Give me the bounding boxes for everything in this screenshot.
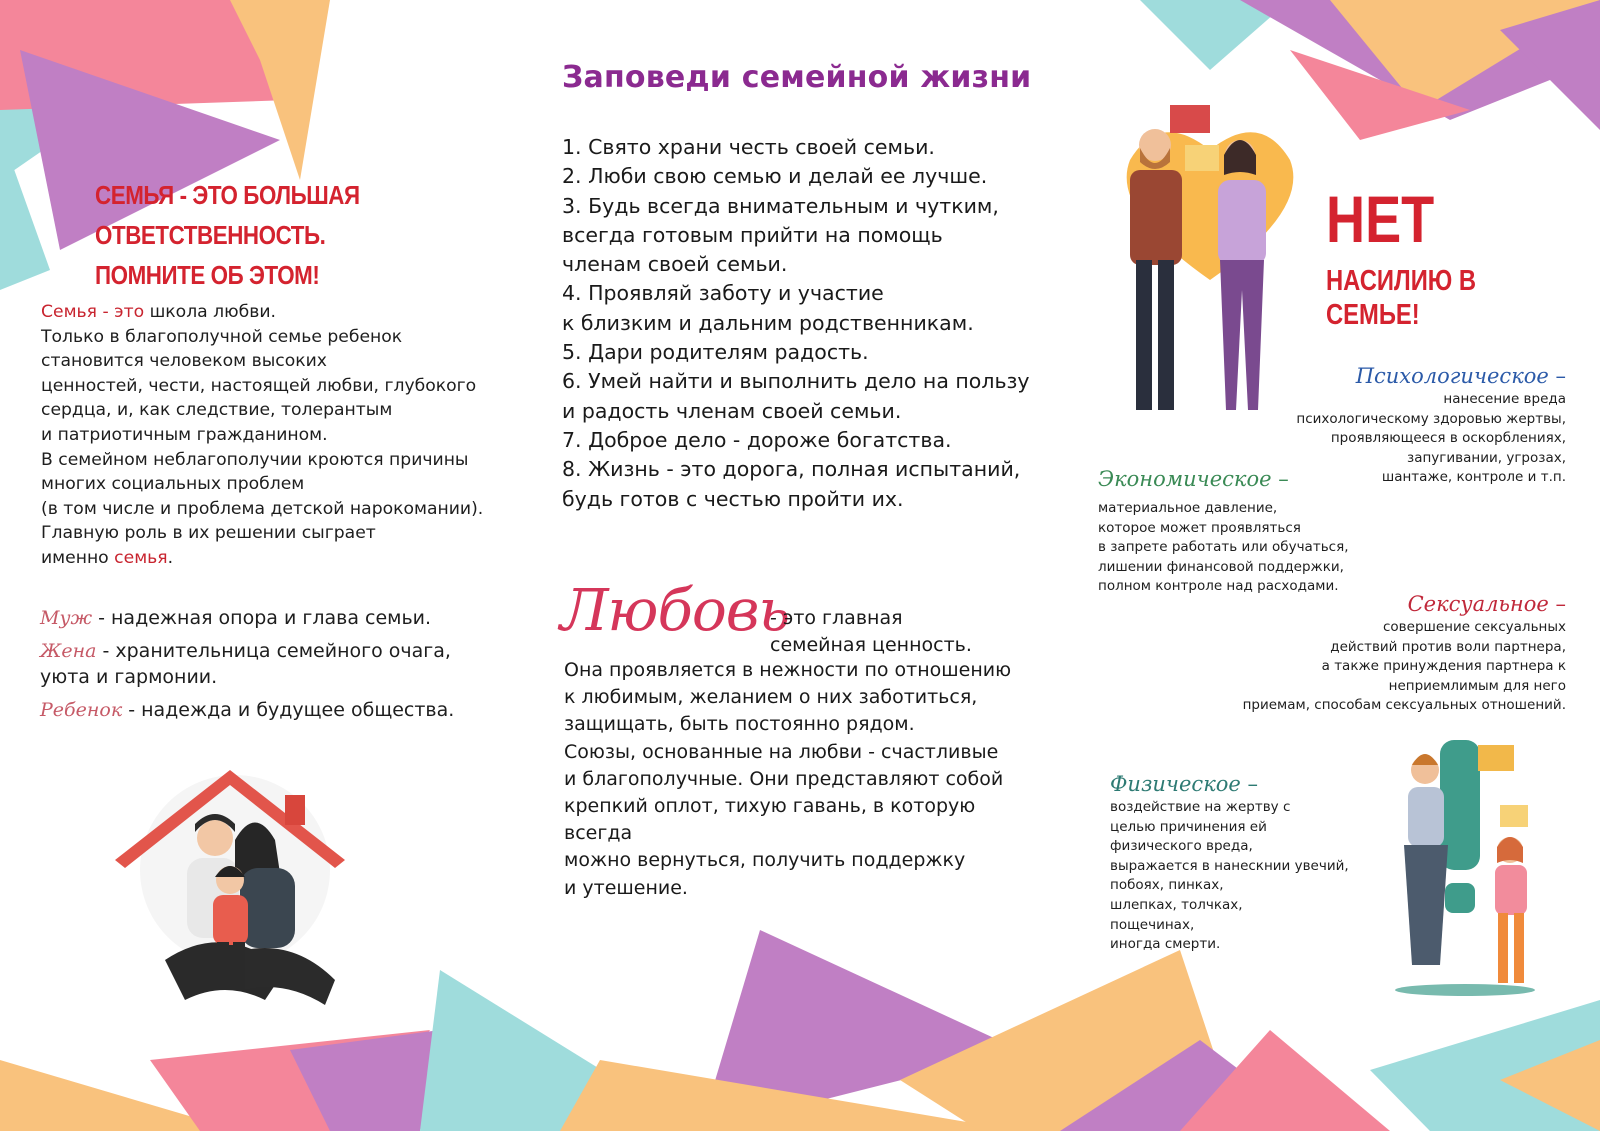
- violence-line: целью причинения ей: [1110, 818, 1267, 835]
- intro-line: сердца, и, как следствие, толерантым: [41, 400, 393, 421]
- role-name: Жена: [40, 640, 97, 662]
- intro-line: ценностей, чести, настоящей любви, глубокого: [41, 375, 477, 396]
- intro-line: В семейном неблагополучии кроются причины: [41, 449, 469, 470]
- violence-type-dash: –: [1548, 364, 1566, 388]
- commandment-line: к близким и дальним родственникам.: [562, 310, 974, 335]
- violence-line: совершение сексуальных: [1383, 619, 1566, 635]
- love-body-line: Союзы, основанные на любви - счастливые: [564, 740, 999, 763]
- role-text: уюта и гармонии.: [40, 666, 218, 688]
- intro-line: становится человеком высоких: [41, 351, 327, 372]
- violence-type-dash: –: [1240, 772, 1258, 796]
- commandment-line: 5. Дари родителям радость.: [562, 340, 869, 365]
- love-body-line: можно вернуться, получить поддержку: [564, 849, 966, 872]
- commandment-line: 6. Умей найти и выполнить дело на пользу: [562, 369, 1030, 394]
- love-body-line: Она проявляется в нежности по отношению: [564, 659, 1012, 681]
- love-lead-text: [770, 605, 1010, 659]
- violence-line: приемам, способам сексуальных отношений.: [1242, 697, 1566, 714]
- violence-line: нанесение вреда: [1443, 391, 1566, 407]
- violence-description: [1098, 499, 1358, 597]
- violence-type-title: [1290, 362, 1566, 390]
- violence-physical: [1110, 770, 1370, 955]
- love-body-line: крепкий оплот, тихую гавань, в которую всегда: [564, 795, 976, 845]
- intro-highlight: Семья - это: [41, 302, 145, 322]
- commandment-line: 2. Люби свою семью и делай ее лучше.: [562, 164, 988, 189]
- violence-line: лишении финансовой поддержки,: [1098, 558, 1344, 575]
- love-body-text: [564, 657, 1044, 902]
- violence-line: иногда смерти.: [1110, 936, 1221, 953]
- violence-line: выражается в нанескнии увечий,: [1110, 857, 1349, 874]
- violence-line: запугивании, угрозах,: [1407, 449, 1566, 466]
- intro-highlight: семья: [114, 547, 168, 568]
- commandment-line: всегда готовым прийти на помощь: [562, 222, 943, 247]
- love-body-line: и благополучные. Они представляют собой: [564, 767, 1004, 790]
- violence-description: [1240, 618, 1566, 716]
- violence-line: шантаже, контроле и т.п.: [1381, 469, 1566, 486]
- intro-line: (в том числе и проблема детской нарокомании).: [41, 498, 484, 519]
- violence-line: психологическому здоровью жертвы,: [1296, 410, 1566, 427]
- commandment-line: 8. Жизнь - это дорога, полная испытаний,: [562, 457, 1021, 482]
- violence-line: полном контроле над расходами.: [1098, 578, 1339, 595]
- intro-line: [41, 300, 511, 325]
- love-lead-line: - это главная: [770, 607, 903, 629]
- violence-line: побоях, пинках,: [1110, 877, 1224, 894]
- no-violence-subheading: НАСИЛИЮ В СЕМЬЕ!: [1326, 265, 1477, 331]
- violence-line: проявляющееся в оскорблениях,: [1330, 430, 1566, 447]
- intro-line: Главную роль в их решении сыграет: [41, 523, 376, 544]
- violence-line: в запрете работать или обучаться,: [1098, 539, 1349, 556]
- violence-description: [1110, 798, 1370, 955]
- no-violence-heading: НЕТ: [1326, 182, 1435, 256]
- commandment-line: и радость членам своей семьи.: [562, 398, 902, 423]
- intro-prefix: именно: [41, 547, 115, 568]
- family-house-illustration: [95, 760, 385, 1020]
- violence-type-dash: –: [1548, 592, 1566, 616]
- violence-type-dash: –: [1271, 467, 1289, 491]
- violence-line: материальное давление,: [1098, 500, 1278, 516]
- violence-type-name: Экономическое: [1098, 467, 1272, 491]
- violence-type-title: [1098, 465, 1358, 493]
- role-text: - надежная опора и глава семьи.: [92, 607, 432, 629]
- intro-line: многих социальных проблем: [41, 474, 305, 495]
- violence-line: которое может проявляться: [1098, 519, 1301, 536]
- role-wife: [40, 638, 480, 664]
- page-title: Заповеди семейной жизни: [562, 60, 1032, 95]
- couple-conflict-illustration: [1110, 100, 1310, 420]
- love-body-line: и утешение.: [564, 876, 688, 899]
- love-body-line: защищать, быть постоянно рядом.: [564, 713, 915, 736]
- intro-line: Только в благополучной семье ребенок: [41, 326, 403, 347]
- role-child: [40, 697, 480, 723]
- violence-line: а также принуждения партнера к: [1321, 658, 1566, 675]
- role-text: - надежда и будущее общества.: [122, 699, 455, 721]
- commandment-line: 4. Проявляй заботу и участие: [562, 281, 884, 306]
- role-name: Муж: [40, 607, 93, 629]
- commandments-list: [562, 133, 1032, 514]
- violence-type-name: Психологическое: [1355, 364, 1549, 388]
- scolding-illustration: [1380, 735, 1560, 1010]
- commandment-line: 1. Свято храни честь своей семьи.: [562, 135, 935, 159]
- responsibility-heading: [95, 175, 473, 295]
- love-body-line: к любимым, желанием о них заботиться,: [564, 686, 978, 709]
- intro-line: [41, 546, 511, 571]
- violence-line: действий против воли партнера,: [1330, 638, 1566, 655]
- family-roles-list: [40, 605, 480, 730]
- violence-type-title: [1240, 590, 1566, 618]
- commandment-line: 7. Доброе дело - дороже богатства.: [562, 427, 952, 452]
- intro-line: и патриотичным гражданином.: [41, 424, 328, 445]
- violence-line: физического вреда,: [1110, 838, 1253, 855]
- responsibility-line: ПОМНИТЕ ОБ ЭТОМ!: [95, 260, 320, 290]
- violence-sexual: [1240, 590, 1566, 716]
- love-lead-line: семейная ценность.: [770, 634, 972, 656]
- role-name: Ребенок: [40, 699, 123, 721]
- violence-economic: [1098, 465, 1358, 597]
- violence-line: воздействие на жертву с: [1110, 799, 1291, 815]
- commandment-line: 3. Будь всегда внимательным и чутким,: [562, 193, 999, 218]
- love-script-word: Любовь: [560, 576, 790, 644]
- violence-line: пощечинах,: [1110, 916, 1195, 933]
- violence-type-name: Физическое: [1110, 772, 1241, 796]
- role-husband: [40, 605, 480, 631]
- commandment-line: членам своей семьи.: [562, 252, 788, 277]
- violence-line: неприемлимым для него: [1388, 677, 1566, 694]
- intro-line-rest: школа любви.: [144, 302, 276, 322]
- role-text: - хранительница семейного очага,: [96, 640, 451, 662]
- responsibility-line: СЕМЬЯ - ЭТО БОЛЬШАЯ ОТВЕТСТВЕННОСТЬ.: [95, 180, 360, 250]
- role-wife-continued: [40, 664, 480, 690]
- intro-suffix: .: [167, 547, 174, 568]
- family-intro-text: [41, 300, 511, 571]
- violence-line: шлепках, толчках,: [1110, 896, 1243, 913]
- violence-type-title: [1110, 770, 1370, 798]
- violence-type-name: Сексуальное: [1407, 592, 1549, 616]
- commandment-line: будь готов с честью пройти их.: [562, 486, 904, 511]
